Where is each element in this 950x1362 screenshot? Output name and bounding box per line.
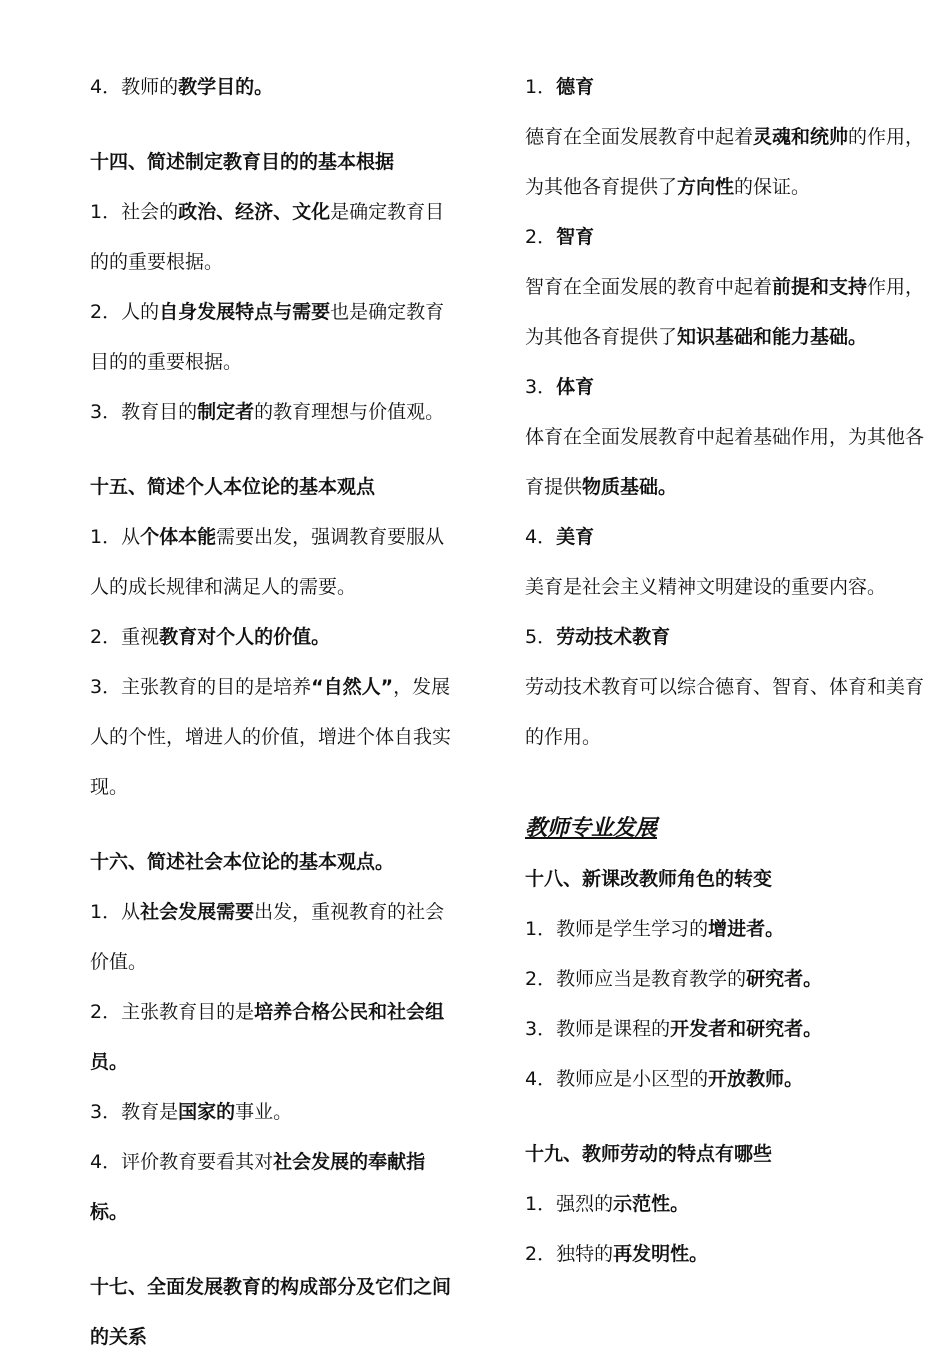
text: 智育在全面发展的教育中起着 [525, 276, 773, 298]
heading-16: 十六、简述社会本位论的基本观点。 [90, 851, 395, 873]
paragraph [525, 954, 925, 1004]
bold-text: 培养合格公民和社会组员。 [90, 1001, 445, 1073]
text: 2．独特的 [525, 1243, 614, 1265]
paragraph [525, 1229, 925, 1279]
text: 是确定教育目的的重要根据。 [90, 201, 445, 273]
text: 1．教师是学生学习的 [525, 918, 709, 940]
paragraph [90, 1087, 462, 1137]
text: 的作用，为其他各育提供了 [525, 126, 925, 198]
left-column [90, 62, 462, 1362]
text: 的教育理想与价值观。 [254, 401, 445, 423]
paragraph [90, 62, 462, 112]
text: 1．社会的 [90, 201, 179, 223]
text: 1．从 [90, 901, 141, 923]
bold-text: 政治、经济、文化 [178, 201, 331, 223]
paragraph [90, 987, 462, 1087]
bold-text: 社会发展需要 [140, 901, 255, 923]
bold-text: 灵魂和统帅 [753, 126, 849, 148]
paragraph [525, 1179, 925, 1229]
text: 需要出发，强调教育要服从人的成长规律和满足人的需要。 [90, 526, 445, 598]
text: 1． [525, 76, 557, 98]
heading-14: 十四、简述制定教育目的的基本根据 [90, 151, 395, 173]
right-column [525, 62, 925, 1279]
bold-text: 物质基础。 [582, 476, 678, 498]
text: 1．强烈的 [525, 1193, 614, 1215]
paragraph: 美育是社会主义精神文明建设的重要内容。 [525, 576, 887, 598]
text: 2．主张教育目的是 [90, 1001, 255, 1023]
paragraph [90, 187, 462, 287]
bold-text: 劳动技术教育 [556, 626, 671, 648]
paragraph [90, 612, 462, 662]
paragraph [525, 904, 925, 954]
subheading [525, 362, 925, 412]
bold-text: 再发明性。 [613, 1243, 709, 1265]
heading-15: 十五、简述个人本位论的基本观点 [90, 476, 376, 498]
text: 3．教育目的 [90, 401, 198, 423]
paragraph [525, 1054, 925, 1104]
bold-text: 制定者 [197, 401, 255, 423]
text: 2．教师应当是教育教学的 [525, 968, 747, 990]
paragraph [525, 262, 925, 362]
paragraph [90, 287, 462, 387]
text: 事业。 [235, 1101, 293, 1123]
paragraph [90, 662, 462, 812]
subheading [525, 62, 925, 112]
text: 3．教师是课程的 [525, 1018, 671, 1040]
paragraph: 劳动技术教育可以综合德育、智育、体育和美育的作用。 [525, 676, 925, 748]
bold-text: 教学目的。 [178, 76, 274, 98]
bold-text: 教育对个人的价值。 [159, 626, 331, 648]
text: 作用，为其他各育提供了 [525, 276, 925, 348]
text: 的保证。 [734, 176, 811, 198]
bold-text: “自然人” [311, 676, 394, 698]
text: 4．评价教育要看其对 [90, 1151, 274, 1173]
bold-text: 社会发展的奉献指标。 [90, 1151, 426, 1223]
text: 4．教师的 [90, 76, 179, 98]
text: 3．主张教育的目的是培养 [90, 676, 312, 698]
bold-text: 智育 [556, 226, 595, 248]
text: 2． [525, 226, 557, 248]
bold-text: 前提和支持 [772, 276, 868, 298]
subheading [525, 212, 925, 262]
text: 体育在全面发展教育中起着基础作用，为其他各育提供 [525, 426, 925, 498]
text: 5． [525, 626, 557, 648]
heading-19: 十九、教师劳动的特点有哪些 [525, 1143, 773, 1165]
paragraph [90, 1137, 462, 1237]
bold-text: 开发者和研究者。 [670, 1018, 823, 1040]
text: 1．从 [90, 526, 141, 548]
bold-text: 方向性 [677, 176, 735, 198]
subheading [525, 512, 925, 562]
text: 2．人的 [90, 301, 160, 323]
text: 也是确定教育目的的重要根据。 [90, 301, 445, 373]
bold-text: 示范性。 [613, 1193, 690, 1215]
bold-text: 自身发展特点与需要 [159, 301, 331, 323]
text: 2．重视 [90, 626, 160, 648]
paragraph [525, 412, 925, 512]
paragraph [525, 112, 925, 212]
bold-text: 开放教师。 [708, 1068, 804, 1090]
heading-18: 十八、新课改教师角色的转变 [525, 868, 773, 890]
paragraph [90, 887, 462, 987]
bold-text: 德育 [556, 76, 595, 98]
bold-text: 体育 [556, 376, 595, 398]
bold-text: 研究者。 [746, 968, 823, 990]
text: 3．教育是 [90, 1101, 179, 1123]
text: 出发，重视教育的社会价值。 [90, 901, 445, 973]
bold-text: 知识基础和能力基础。 [677, 326, 868, 348]
bold-text: 增进者。 [708, 918, 785, 940]
section-title: 教师专业发展 [525, 816, 658, 841]
text: ，发展人的个性，增进人的价值，增进个体自我实现。 [90, 676, 452, 798]
text: 德育在全面发展教育中起着 [525, 126, 754, 148]
bold-text: 国家的 [178, 1101, 236, 1123]
text: 3． [525, 376, 557, 398]
text: 4．教师应是小区型的 [525, 1068, 709, 1090]
paragraph [90, 387, 462, 437]
heading-17: 十七、全面发展教育的构成部分及它们之间的关系 [90, 1276, 452, 1348]
paragraph [90, 512, 462, 612]
paragraph [525, 1004, 925, 1054]
subheading [525, 612, 925, 662]
bold-text: 美育 [556, 526, 595, 548]
bold-text: 个体本能 [140, 526, 217, 548]
text: 4． [525, 526, 557, 548]
